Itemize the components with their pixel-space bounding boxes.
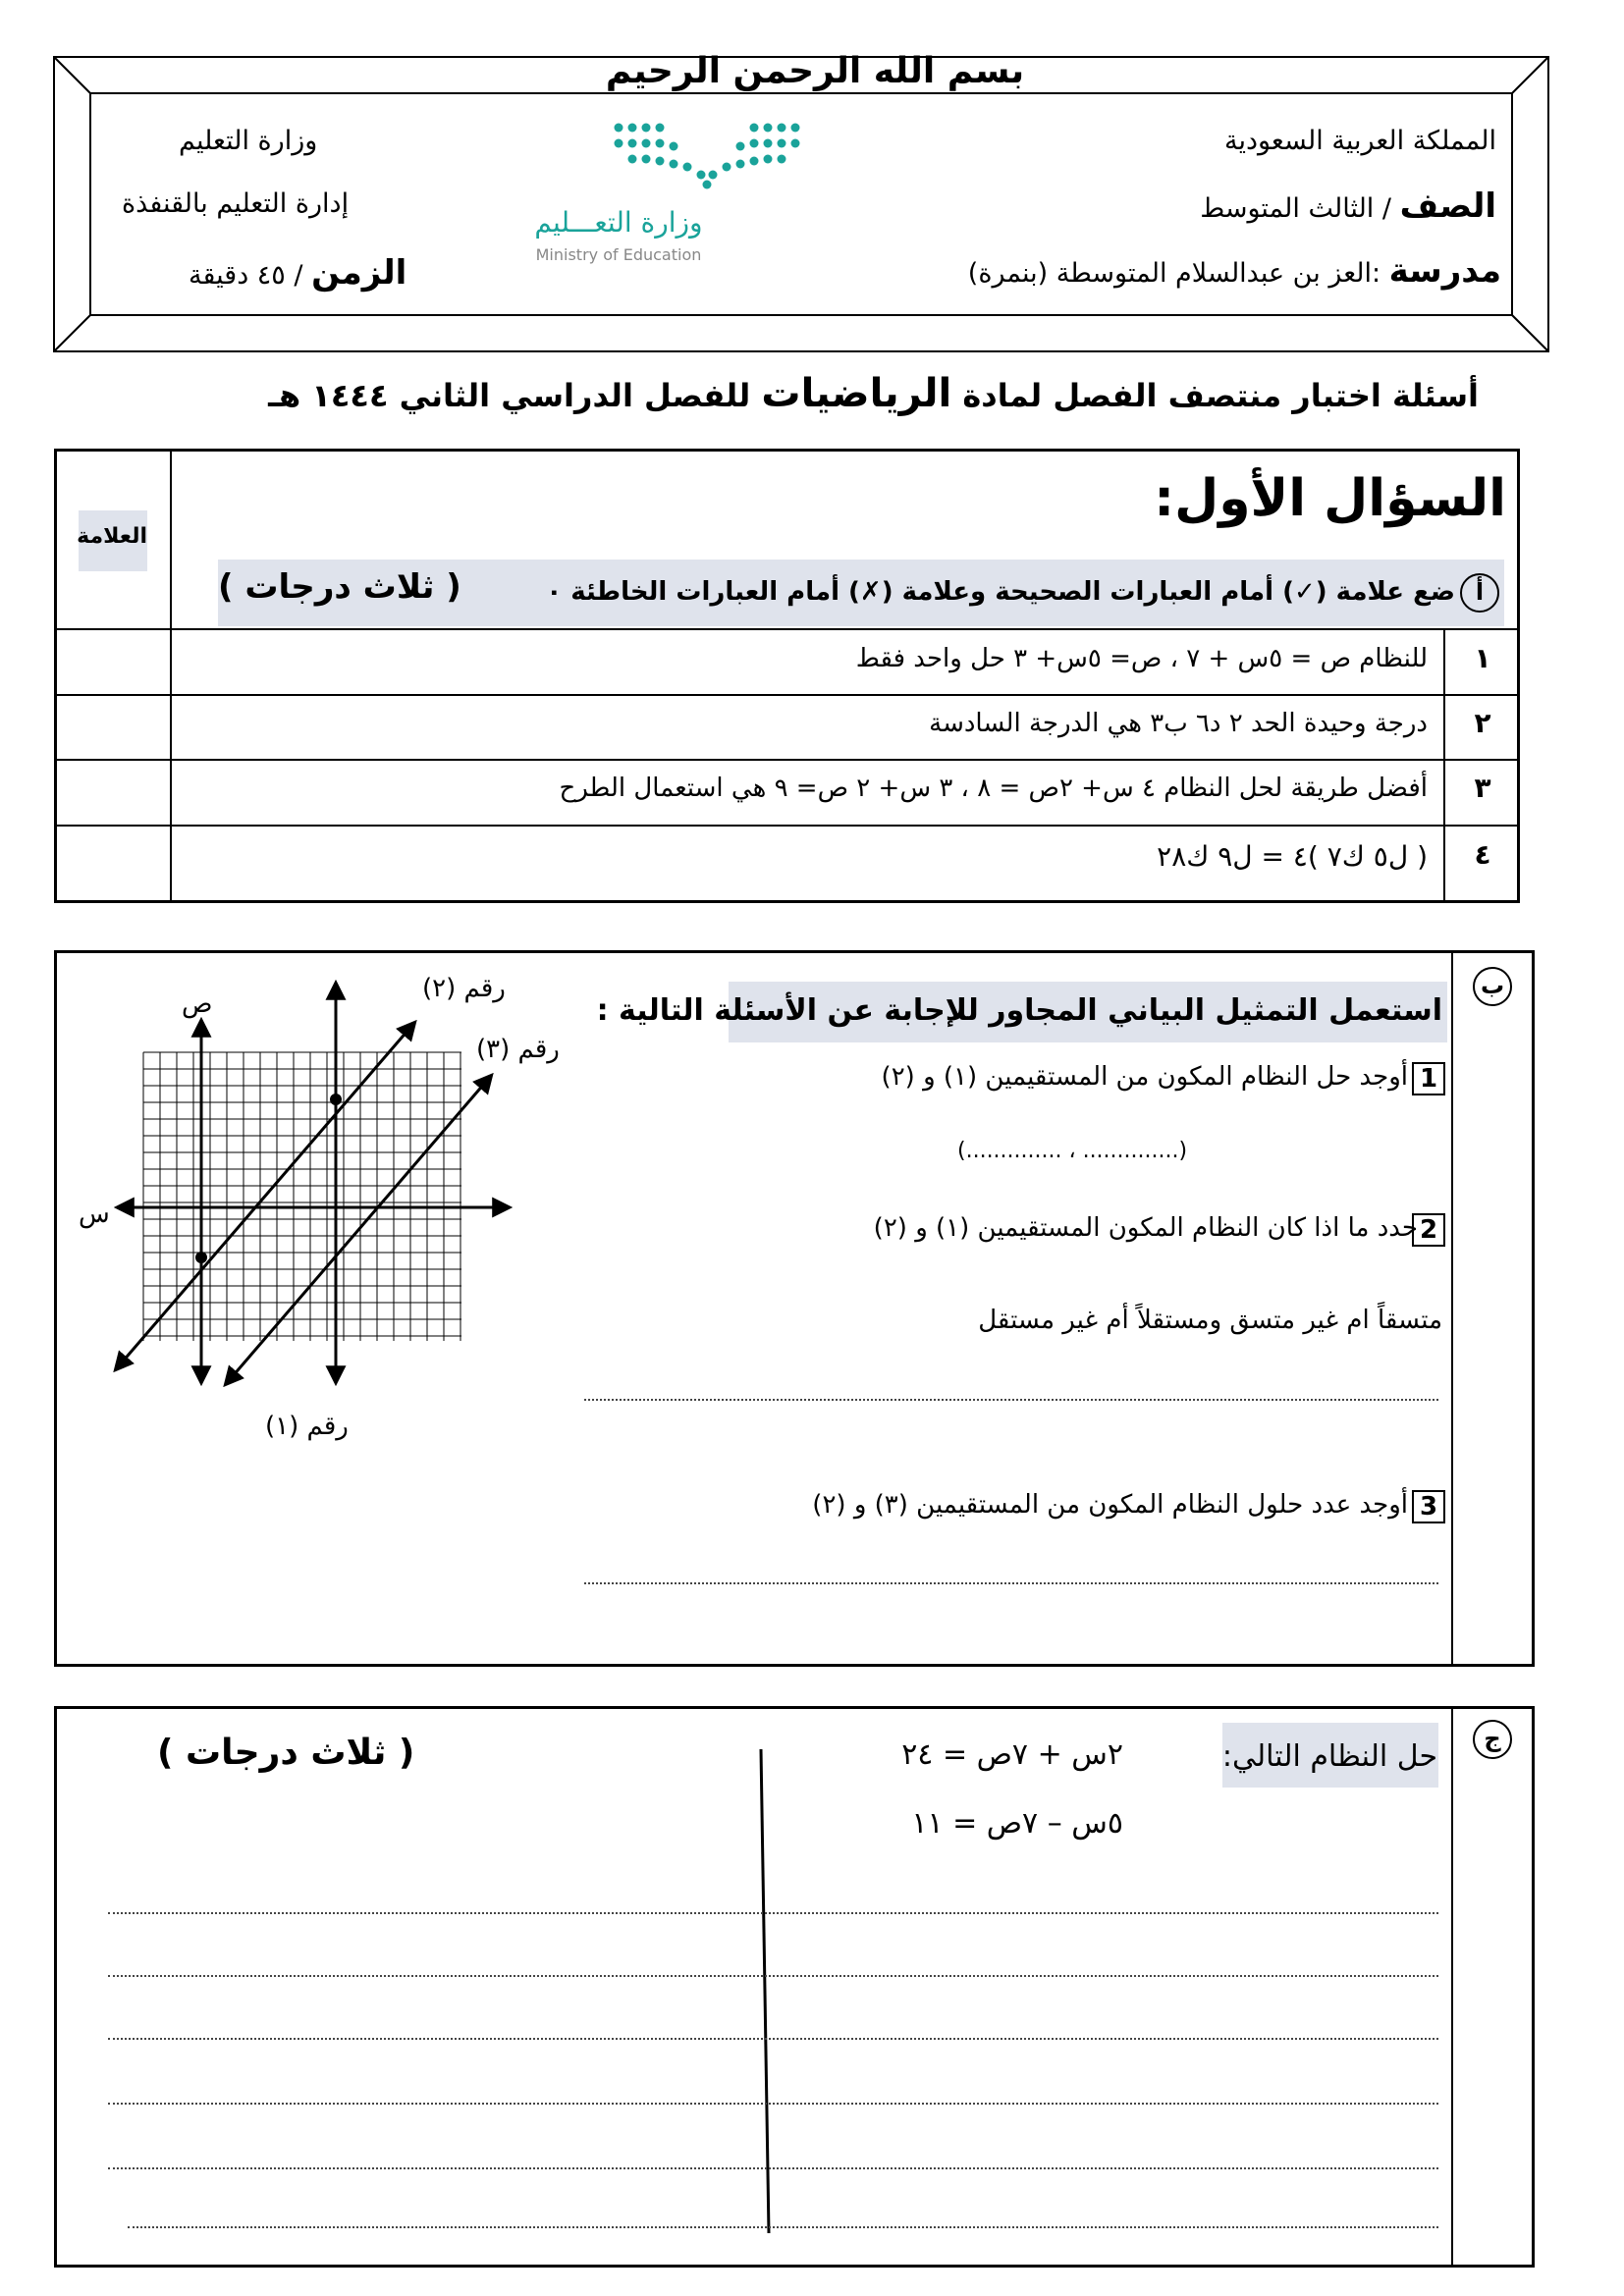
admin-name: إدارة التعليم بالقنفذة — [122, 188, 350, 219]
q1-a-points: ( ثلاث درجات ) — [218, 567, 461, 607]
q1-row-num: ٤ — [1474, 838, 1491, 871]
point-intersection — [330, 1094, 342, 1105]
time-label: الزمن — [311, 253, 407, 293]
exam-title-part2: للفصل الدراسي الثاني ١٤٤٤ هـ — [268, 377, 751, 414]
q1-a-instruction: ضع علامة (✓) أمام العبارات الصحيحة وعلامة (✗) أمام العبارات الخاطئة ٠ — [546, 577, 1455, 607]
line-2 — [116, 1023, 414, 1369]
logo-english: Ministry of Education — [535, 245, 702, 264]
time-line — [189, 253, 406, 293]
q1-grade-divider — [170, 449, 172, 903]
exam-title — [268, 371, 1479, 416]
graph-y-label: ص — [182, 989, 213, 1019]
qb-instruction: استعمل التمثيل البياني المجاور للإجابة عن الأسئلة التالية : — [596, 993, 1442, 1028]
exam-title-part1: أسئلة اختبار منتصف الفصل لمادة — [962, 377, 1479, 414]
q1-row-line — [54, 825, 1520, 827]
school-value: :العز بن عبدالسلام المتوسطة (بنمرة) — [967, 258, 1381, 289]
qc-equation-1: ٢س + ٧ص = ٢٤ — [901, 1737, 1123, 1772]
line-3 — [226, 1076, 491, 1384]
qc-divider-line — [756, 1747, 776, 2238]
q1-row-num: ٣ — [1474, 772, 1491, 804]
ministry-name: وزارة التعليم — [179, 126, 318, 156]
logo-arabic: وزارة التعـــليم — [534, 206, 703, 239]
q1-row-line — [54, 694, 1520, 696]
q1-row-text: أفضل طريقة لحل النظام ٤ س+ ٢ص = ٨ ، ٣ س+ ٢ ص= ٩ هي استعمال الطرح — [559, 774, 1428, 803]
qc-marker-divider — [1451, 1706, 1453, 2268]
q1-row-text: للنظام ص = ٥س + ٧ ، ص= ٥س+ ٣ حل واحد فقط — [855, 644, 1428, 673]
qb-answer-line[interactable] — [584, 1582, 1438, 1584]
qb-marker-divider — [1451, 950, 1453, 1667]
qb-consistency-text: متسقاً ام غير متسق ومستقلاً أم غير مستقل — [978, 1306, 1442, 1335]
basmala: بسم الله الرحمن الرحيم — [605, 51, 1025, 91]
qc-answer-line[interactable] — [108, 1975, 1438, 1977]
qc-marker: ج — [1473, 1720, 1512, 1759]
qb-item-text: حدد ما اذا كان النظام المكون المستقيمين (١) و (٢) — [873, 1213, 1418, 1243]
q1-row-num: ٢ — [1474, 707, 1491, 739]
graph-line2-label: رقم (٢) — [422, 974, 506, 1003]
qc-answer-line[interactable] — [128, 2226, 1438, 2228]
qb-item-text: أوجد حل النظام المكون من المستقيمين (١) و (٢) — [881, 1062, 1408, 1092]
graph-line3-label: رقم (٣) — [476, 1035, 560, 1064]
qc-instruction: حل النظام التالي: — [1221, 1739, 1437, 1774]
q1-row-line — [54, 759, 1520, 761]
q1-a-marker: أ — [1460, 573, 1499, 613]
school-line — [968, 251, 1501, 291]
qb-item-number: 3 — [1412, 1490, 1445, 1523]
q1-row-num: ١ — [1474, 642, 1491, 674]
qc-answer-line[interactable] — [108, 2103, 1438, 2105]
qc-equation-2: ٥س – ٧ص = ١١ — [911, 1806, 1123, 1841]
qb-item-number: 2 — [1412, 1213, 1445, 1247]
q1-row-text: ( ل٥ ك٧ )٤ = ل٩ ك٢٨ — [1157, 840, 1428, 873]
qb-marker: ب — [1473, 967, 1512, 1006]
qb-answer-blank[interactable]: (.............. ، ..............) — [957, 1139, 1188, 1163]
qc-answer-line[interactable] — [108, 2167, 1438, 2169]
qb-answer-line[interactable] — [584, 1399, 1438, 1401]
logo-dots-icon — [609, 116, 815, 194]
grade-value: / الثالث المتوسط — [1200, 193, 1391, 224]
graph-line1-label: رقم (١) — [265, 1412, 349, 1441]
q1-row-text: درجة وحيدة الحد ٢ د٦ ب٣ هي الدرجة السادسة — [929, 709, 1428, 738]
grade-label: الصف — [1399, 187, 1496, 226]
grade-line — [1200, 187, 1496, 226]
q1-num-divider — [1443, 628, 1445, 903]
point-y-intercept — [195, 1252, 207, 1263]
grade-col-header: العلامة — [77, 524, 147, 549]
country-name: المملكة العربية السعودية — [1223, 126, 1496, 156]
graph-x-label: س — [79, 1200, 110, 1229]
qb-item-number: 1 — [1412, 1062, 1445, 1095]
exam-subject: الرياضيات — [761, 371, 952, 416]
qb-item-text: أوجد عدد حلول النظام المكون من المستقيمين (٣) و (٢) — [812, 1490, 1408, 1520]
graph-grid — [143, 1052, 461, 1341]
time-value: / ٤٥ دقيقة — [189, 260, 303, 291]
qc-outer-box — [54, 1706, 1535, 2268]
qc-answer-line[interactable] — [108, 1912, 1438, 1914]
qc-points: ( ثلاث درجات ) — [157, 1733, 415, 1773]
q1-row-line — [54, 628, 1520, 630]
q1-title: السؤال الأول: — [1154, 469, 1506, 528]
school-label: مدرسة — [1388, 251, 1501, 291]
qc-answer-line[interactable] — [108, 2038, 1438, 2040]
